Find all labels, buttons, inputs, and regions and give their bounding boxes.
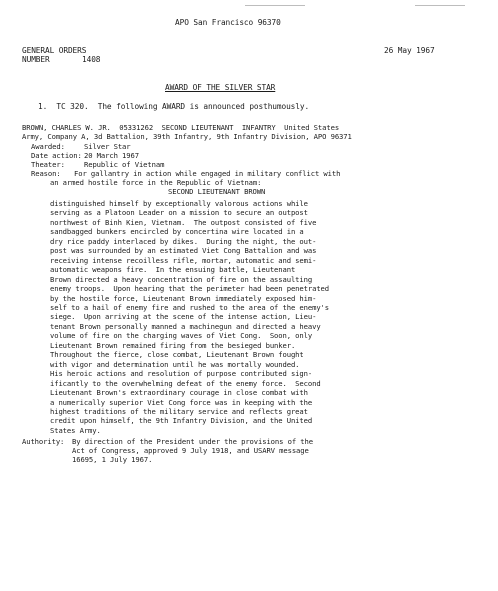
- theater-value: Republic of Vietnam: [84, 160, 165, 169]
- citation-line: Lieutenant Brown remained firing from the besieged bunker.: [50, 340, 296, 350]
- authority-label: Authority:: [22, 437, 65, 446]
- recipient-line-2: Army, Company A, 3d Battalion, 39th Infantry, 9th Infantry Division, APO 96371: [22, 132, 352, 141]
- citation-line: tenant Brown personally manned a machinegun and directed a heavy: [50, 321, 321, 331]
- citation-line: northwest of Binh Kien, Vietnam. The outpost consisted of five: [50, 217, 317, 227]
- reason-label: Reason:: [31, 169, 61, 178]
- citation-line: enemy troops. Upon hearing that the perimeter had been penetrated: [50, 284, 329, 294]
- order-date: 26 May 1967: [384, 46, 435, 55]
- theater-label: Theater:: [31, 160, 65, 169]
- authority-line-2: Act of Congress, approved 9 July 1918, and USARV message: [72, 446, 309, 455]
- recipient-line-1: BROWN, CHARLES W. JR. 05331262 SECOND LIEUTENANT INFANTRY United States: [22, 123, 340, 132]
- citation-line: volume of fire on the charging waves of Viet Cong. Soon, only: [50, 331, 313, 341]
- citation-line: post was surrounded by an estimated Viet Cong Battalion and was: [50, 246, 317, 256]
- citation-line: States Army.: [50, 425, 101, 435]
- name-heading: SECOND LIEUTENANT BROWN: [168, 187, 266, 196]
- citation-line: with vigor and determination until he was mortally wounded.: [50, 359, 300, 369]
- citation-line: Brown directed a heavy concentration of fire on the assaulting: [50, 274, 313, 284]
- top-rule-left: [245, 5, 305, 6]
- order-number-label: NUMBER: [22, 55, 50, 64]
- awarded-label: Awarded:: [31, 142, 65, 151]
- date-action-label: Date action:: [31, 151, 82, 160]
- citation-line: self to a hail of enemy fire and rushed to the area of the enemy's: [50, 302, 329, 312]
- citation-text: [50, 199, 490, 435]
- citation-line: highest traditions of the military service and reflects great: [50, 406, 308, 416]
- citation-line: ificantly to the overwhelming defeat of the enemy force. Second: [50, 378, 321, 388]
- citation-line: Lieutenant Brown's extraordinary courage in close combat with: [50, 388, 308, 398]
- citation-line: distinguished himself by exceptionally valorous actions while: [50, 199, 308, 208]
- citation-line: Throughout the fierce, close combat, Lieutenant Brown fought: [50, 350, 304, 360]
- citation-line: dry rice paddy interlaced by dikes. During the night, the out-: [50, 236, 317, 246]
- citation-line: by the hostile force, Lieutenant Brown immediately exposed him-: [50, 293, 317, 303]
- citation-line: serving as a Platoon Leader on a mission to secure an outpost: [50, 208, 308, 218]
- citation-line: His heroic actions and resolution of purpose contributed sign-: [50, 369, 313, 379]
- tc-line: 1. TC 320. The following AWARD is announced posthumously.: [38, 102, 310, 111]
- citation-line: credit upon himself, the 9th Infantry Division, and the United: [50, 416, 313, 426]
- reason-line-2: an armed hostile force in the Republic of Vietnam:: [50, 178, 262, 187]
- date-action-value: 20 March 1967: [84, 151, 139, 160]
- order-number-value: 1408: [82, 55, 101, 64]
- awarded-value: Silver Star: [84, 142, 131, 151]
- authority-line-1: By direction of the President under the provisions of the: [72, 437, 313, 446]
- reason-line-1: For gallantry in action while engaged in military conflict with: [74, 169, 341, 178]
- citation-line: siege. Upon arriving at the scene of the intense action, Lieu-: [50, 312, 317, 322]
- citation-line: receiving intense recoilless rifle, mortar, automatic and semi-: [50, 255, 317, 265]
- top-rule-right: [415, 5, 465, 6]
- citation-line: automatic weapons fire. In the ensuing battle, Lieutenant: [50, 265, 296, 275]
- authority-line-3: 16695, 1 July 1967.: [72, 455, 153, 464]
- general-orders-label: GENERAL ORDERS: [22, 46, 87, 55]
- citation-line: a numerically superior Viet Cong force was in keeping with the: [50, 397, 313, 407]
- apo-line: APO San Francisco 96370: [175, 18, 281, 27]
- document-title: AWARD OF THE SILVER STAR: [165, 83, 276, 92]
- citation-line: sandbagged bunkers encircled by concertina wire located in a: [50, 227, 304, 237]
